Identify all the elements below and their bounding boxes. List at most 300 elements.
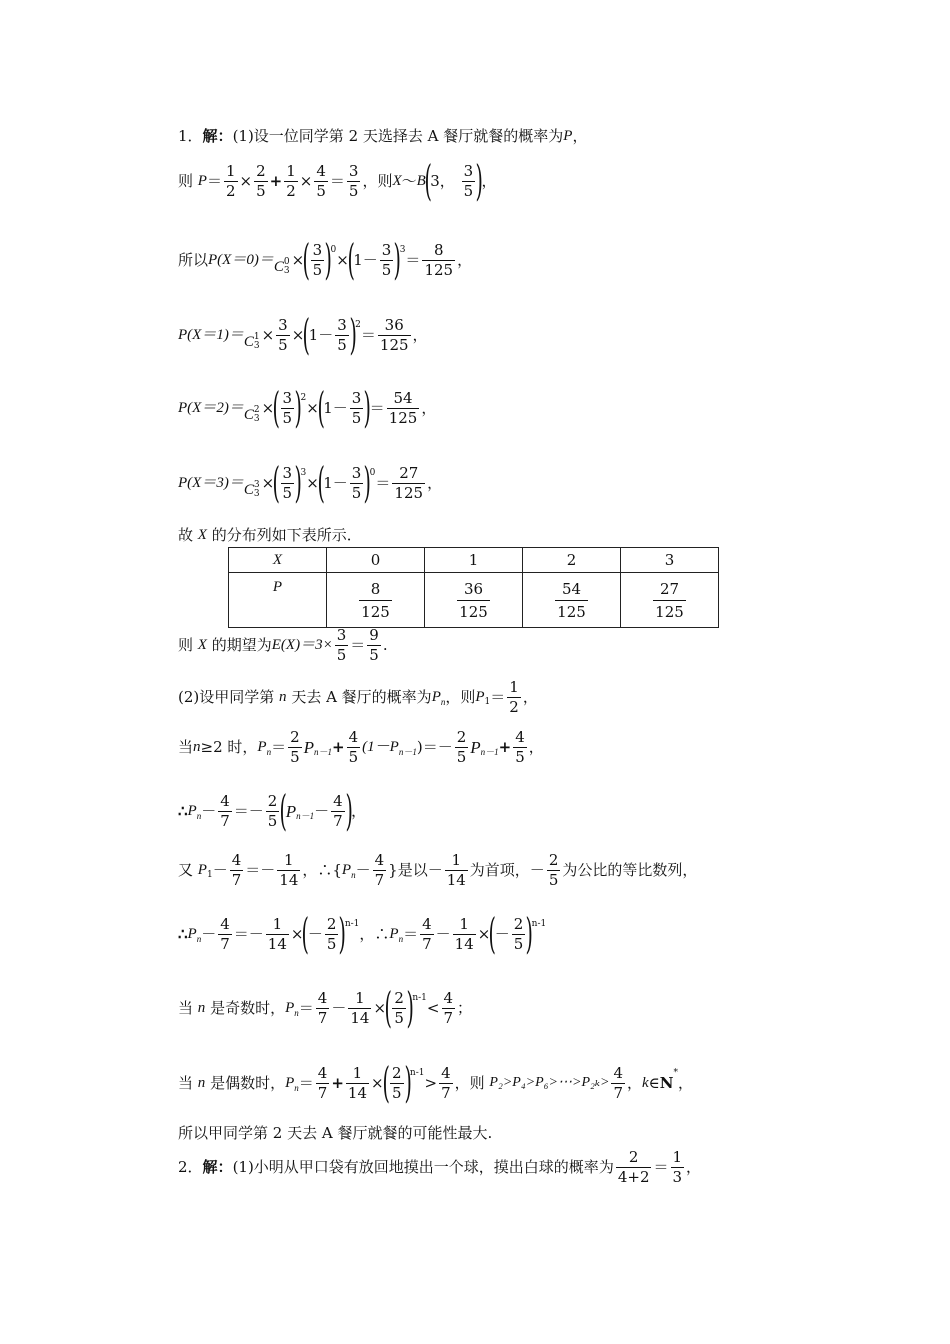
comb-indices — [254, 406, 260, 424]
comb-sup: 0 — [283, 257, 290, 267]
num: 4 — [317, 1063, 328, 1082]
var-p: P — [197, 172, 207, 189]
den: 2 — [509, 698, 519, 716]
var-n: n — [197, 999, 206, 1016]
right-paren: ) — [294, 383, 302, 432]
minus: － — [201, 924, 217, 943]
px3-line — [178, 458, 443, 507]
num: 3 — [351, 463, 362, 482]
fraction — [266, 914, 289, 953]
den: 14 — [454, 934, 474, 953]
den: 7 — [317, 1083, 328, 1102]
one-minus: 1－ — [353, 250, 378, 269]
subscript: n — [196, 933, 202, 944]
equals: ＝ — [206, 171, 222, 190]
num: 4 — [220, 914, 230, 933]
fraction — [653, 580, 686, 621]
right-paren: ) — [525, 909, 534, 958]
num: 4 — [374, 851, 385, 869]
text: )＝－ — [416, 738, 453, 756]
plus: + — [332, 738, 345, 756]
times: × — [291, 325, 305, 344]
num: 4 — [316, 161, 326, 180]
num: 3 — [336, 626, 347, 644]
den: 125 — [359, 600, 392, 621]
fraction — [547, 853, 561, 888]
comb-sup: 1 — [253, 332, 260, 342]
fraction — [281, 463, 295, 502]
left-paren: ( — [301, 909, 310, 958]
num: 3 — [282, 388, 293, 407]
punct: ， — [528, 738, 544, 756]
power: 0 — [369, 467, 376, 478]
den: 5 — [282, 408, 293, 427]
num: 4 — [317, 988, 328, 1007]
num: 3 — [282, 463, 293, 482]
fraction — [392, 463, 425, 502]
subscript: n－1 — [314, 747, 333, 757]
equals: ＝ — [403, 924, 419, 943]
comb-sub: 3 — [253, 489, 260, 499]
fraction — [422, 240, 455, 279]
den: 7 — [317, 1008, 328, 1027]
var-b: B — [416, 172, 426, 189]
den: 5 — [282, 483, 293, 502]
var-n: n — [279, 689, 287, 705]
den: 14 — [446, 871, 466, 889]
fraction — [359, 580, 392, 621]
px2-line — [178, 383, 437, 432]
table-cell — [523, 573, 621, 628]
power: 2 — [355, 319, 361, 330]
subscript: n — [398, 933, 404, 944]
fraction — [335, 628, 349, 663]
times: × — [373, 998, 387, 1017]
subscript: n — [294, 1007, 299, 1018]
num: 3 — [351, 388, 362, 407]
text: 的期望为 — [211, 636, 272, 654]
den: 14 — [267, 934, 287, 953]
punct: ， — [678, 1073, 694, 1092]
fraction — [254, 161, 268, 200]
num: 2 — [326, 914, 337, 933]
var-p: P — [303, 738, 315, 757]
q2-text: (1)小明从甲口袋有放回地摸出一个球，摸出白球的概率为 — [232, 1158, 614, 1176]
den: 14 — [347, 1083, 367, 1102]
den: 125 — [653, 600, 686, 621]
num: 4 — [613, 1063, 623, 1082]
var-p: P — [285, 999, 295, 1016]
fraction — [387, 388, 420, 427]
left-paren: ( — [488, 909, 497, 958]
header-cell: 2 — [523, 548, 621, 573]
left-paren: ( — [279, 786, 288, 835]
times: × — [477, 924, 491, 943]
left-paren: ( — [347, 235, 355, 284]
var-p: P — [389, 925, 399, 942]
solution-label: 解： — [202, 127, 233, 145]
fraction — [266, 791, 280, 830]
var-x: X — [392, 172, 402, 189]
num: 1 — [355, 988, 365, 1007]
param-n: 3， — [430, 171, 455, 190]
expectation-line — [178, 628, 388, 663]
equals: ＝ — [329, 171, 345, 190]
header-cell: X — [229, 548, 327, 573]
minus: － — [355, 861, 371, 879]
den: 5 — [337, 335, 347, 354]
table-cell — [621, 573, 719, 628]
fraction — [390, 1063, 404, 1102]
num: 27 — [659, 579, 680, 598]
lhs: P(X＝1)＝ — [178, 326, 244, 343]
den: 5 — [312, 260, 323, 279]
fraction — [335, 315, 349, 354]
right-paren: ) — [324, 235, 332, 284]
equals: ＝ — [298, 1073, 314, 1092]
var-x: X — [197, 527, 207, 543]
plus: + — [498, 738, 512, 756]
expectation: E(X)＝3× — [271, 637, 333, 653]
right-paren: ) — [393, 235, 402, 284]
text: (1－P — [362, 739, 399, 755]
one-minus: 1－ — [323, 398, 348, 417]
fraction — [284, 161, 298, 200]
num: 36 — [384, 315, 404, 334]
text: 为公比的等比数列， — [562, 861, 698, 879]
text: ，∴ — [359, 924, 390, 943]
fraction — [311, 240, 325, 279]
comb-c: C — [243, 406, 254, 423]
fraction — [445, 853, 468, 888]
punct: ， — [421, 398, 437, 417]
fraction — [350, 463, 364, 502]
num: 1 — [672, 1148, 683, 1166]
num: 3 — [337, 315, 347, 334]
fraction — [316, 1063, 330, 1102]
den: 5 — [290, 748, 300, 766]
den: 5 — [336, 646, 347, 664]
subscript: n — [196, 810, 202, 821]
tilde: ～ — [401, 171, 417, 190]
right-paren: ) — [363, 458, 372, 507]
conclusion-text: 所以甲同学第 2 天去 A 餐厅就餐的可能性最大. — [178, 1124, 493, 1142]
subscript: 1 — [484, 697, 491, 707]
plus: + — [269, 171, 283, 190]
text: 是奇数时， — [210, 998, 286, 1017]
den: 125 — [394, 483, 424, 502]
num: 4 — [441, 1063, 451, 1082]
times: × — [291, 250, 305, 269]
num: 1 — [352, 1063, 363, 1082]
subscript: n — [294, 1082, 299, 1093]
times: × — [299, 171, 313, 190]
subscript: n－1 — [480, 747, 499, 757]
part2-intro — [178, 680, 538, 715]
plus: + — [331, 1073, 344, 1092]
text: ≥2 时， — [200, 738, 258, 756]
punct: ， — [351, 801, 367, 820]
num: 1 — [284, 851, 294, 869]
right-paren: ) — [406, 983, 414, 1032]
power: n-1 — [344, 918, 360, 929]
equals: ＝ — [360, 325, 376, 344]
text-then: ，则 — [362, 171, 393, 190]
equals: ＝ — [369, 398, 385, 417]
num: 4 — [348, 728, 359, 746]
even-case-line — [178, 1058, 694, 1107]
text: ，∴{ — [302, 861, 342, 879]
text: }是以－ — [388, 861, 443, 879]
power: n-1 — [531, 918, 547, 929]
den: 4+2 — [617, 1168, 650, 1186]
fraction — [218, 791, 232, 830]
num: 2 — [256, 161, 266, 180]
fraction — [277, 853, 300, 888]
equals: ＝－ — [233, 801, 264, 820]
comb-indices — [284, 258, 290, 276]
punct: ， — [572, 127, 588, 145]
den: 5 — [316, 181, 326, 200]
den: 5 — [348, 748, 359, 766]
den: 7 — [231, 871, 242, 889]
fraction — [346, 1063, 369, 1102]
equals: ＝ — [490, 688, 506, 706]
fraction — [555, 580, 588, 621]
fraction — [455, 730, 469, 765]
naturals-symbol: N — [659, 1073, 674, 1092]
den: 7 — [220, 811, 230, 830]
px0-line — [178, 235, 473, 284]
punct: ， — [686, 1158, 702, 1176]
fraction — [611, 1063, 625, 1102]
subscript: n — [266, 747, 272, 757]
right-paren: ) — [345, 786, 353, 835]
fraction — [442, 988, 456, 1027]
var-p: P — [431, 689, 441, 705]
num: 2 — [394, 988, 404, 1007]
den: 125 — [388, 408, 418, 427]
times: × — [336, 250, 349, 269]
den: 7 — [220, 934, 230, 953]
times: × — [306, 473, 319, 492]
left-paren: ( — [384, 983, 392, 1032]
one-minus: 1－ — [308, 325, 334, 344]
den: 2 — [286, 181, 296, 200]
fraction — [325, 914, 339, 953]
den: 5 — [548, 871, 559, 889]
punct: ， — [412, 325, 428, 344]
num: 3 — [348, 161, 359, 180]
times: × — [290, 924, 304, 943]
den: 5 — [369, 646, 379, 664]
power: 3 — [300, 467, 307, 478]
one-minus: 1－ — [323, 473, 348, 492]
num: 2 — [548, 851, 559, 869]
q1-intro — [178, 129, 587, 144]
num: 8 — [433, 240, 444, 259]
den: 5 — [256, 181, 266, 200]
den: 125 — [424, 260, 454, 279]
header-cell: 0 — [327, 548, 425, 573]
comb-indices — [254, 333, 260, 351]
text-then: 则 — [178, 171, 194, 190]
superscript: * — [673, 1067, 678, 1078]
left-paren: ( — [272, 458, 281, 507]
prob-p-line — [178, 156, 497, 205]
comb-sub: 3 — [253, 414, 260, 424]
punct: ， — [481, 171, 497, 190]
power: 2 — [300, 392, 307, 403]
punct: ， — [457, 250, 473, 269]
fraction — [439, 1063, 453, 1102]
den: 5 — [391, 1083, 402, 1102]
subscript: n — [351, 870, 356, 880]
equals: ＝ — [375, 473, 391, 492]
text: ，则 — [445, 688, 476, 706]
num: 4 — [220, 791, 230, 810]
num: 9 — [369, 626, 379, 644]
power: n-1 — [409, 1067, 425, 1078]
comb-c: C — [243, 333, 254, 350]
greater-than: > — [424, 1073, 438, 1092]
den: 2 — [225, 181, 236, 200]
punct: ， — [522, 688, 538, 706]
equals: ＝－ — [233, 924, 264, 943]
comb-sup: 2 — [253, 405, 260, 415]
var-p: P — [563, 128, 573, 144]
power: 3 — [399, 244, 406, 255]
text: 当 — [178, 738, 194, 756]
right-paren: ) — [338, 909, 347, 958]
den: 3 — [672, 1168, 683, 1186]
text: 当 — [178, 1073, 194, 1092]
times: × — [239, 171, 253, 190]
num: 1 — [286, 161, 296, 180]
fraction — [347, 161, 361, 200]
left-paren: ( — [272, 383, 281, 432]
left-paren: ( — [424, 156, 432, 205]
num: 2 — [513, 914, 524, 933]
fraction — [348, 988, 371, 1027]
left-paren: ( — [302, 235, 311, 284]
text: 为首项，－ — [469, 861, 545, 879]
num: 4 — [443, 988, 454, 1007]
num: 2 — [391, 1063, 402, 1082]
den: 5 — [267, 811, 278, 830]
subscript: n－1 — [398, 747, 417, 757]
num: 2 — [628, 1148, 639, 1166]
times: × — [371, 1073, 384, 1092]
subscript: n－1 — [296, 810, 315, 821]
solution-label: 解： — [202, 1158, 233, 1176]
punct: ， — [427, 473, 443, 492]
den: 7 — [613, 1083, 623, 1102]
text: 故 — [178, 526, 194, 544]
table-cell — [327, 573, 425, 628]
power: 0 — [330, 244, 337, 255]
var-p: P — [475, 689, 485, 705]
num: 3 — [381, 240, 392, 259]
fraction — [378, 315, 411, 354]
fraction — [420, 914, 434, 953]
times: × — [306, 398, 319, 417]
den: 5 — [456, 748, 467, 766]
num: 4 — [333, 791, 343, 810]
text: 的分布列如下表所示． — [211, 526, 362, 544]
minus: － — [307, 924, 323, 943]
times: × — [261, 473, 275, 492]
fraction — [512, 914, 526, 953]
table-header-row — [229, 548, 719, 573]
num: 2 — [290, 728, 300, 746]
question-number: 2． — [178, 1158, 203, 1176]
row-label: P — [229, 573, 327, 628]
left-paren: ( — [317, 383, 325, 432]
den: 7 — [422, 934, 432, 953]
geometric-seq-line — [178, 853, 697, 888]
lhs: P(X＝3)＝ — [178, 474, 244, 491]
fraction — [671, 1150, 685, 1185]
fraction — [288, 730, 302, 765]
q1-text: (1)设一位同学第 2 天选择去 A 餐厅就餐的概率为 — [232, 127, 564, 145]
fraction — [367, 628, 381, 663]
left-paren: ( — [382, 1058, 390, 1107]
num: 54 — [561, 579, 582, 598]
therefore-line-1 — [178, 786, 367, 835]
var-p: P — [187, 925, 197, 942]
fraction — [507, 680, 521, 715]
odd-case-line — [178, 983, 473, 1032]
num: 1 — [509, 678, 519, 696]
num: 1 — [459, 914, 469, 933]
fraction — [373, 853, 387, 888]
var-n: n — [197, 1074, 206, 1091]
header-cell: 3 — [621, 548, 719, 573]
var-k: k — [642, 1074, 649, 1091]
subscript: 1 — [206, 870, 213, 880]
den: 125 — [379, 335, 409, 354]
fraction — [230, 853, 244, 888]
comb-sub: 3 — [283, 266, 290, 276]
table-cell — [425, 573, 523, 628]
comb-sup: 3 — [253, 480, 260, 490]
distribution-table — [228, 547, 719, 628]
minus: － — [212, 861, 228, 879]
den: 5 — [351, 408, 362, 427]
num: 1 — [225, 161, 236, 180]
equals: ＝ — [653, 1158, 669, 1176]
num: 54 — [393, 388, 413, 407]
minus: － — [314, 801, 330, 820]
times: × — [261, 325, 275, 344]
minus: － — [201, 801, 217, 820]
num: 36 — [463, 579, 484, 598]
num: 3 — [312, 240, 323, 259]
den: 5 — [351, 483, 362, 502]
conclusion-line — [178, 1126, 492, 1141]
fraction — [513, 730, 527, 765]
punct: ， — [626, 1073, 642, 1092]
num: 4 — [231, 851, 242, 869]
fraction — [218, 914, 232, 953]
q2-line — [178, 1150, 701, 1185]
equals: ＝－ — [245, 861, 276, 879]
minus: － — [331, 998, 347, 1017]
right-paren: ) — [363, 383, 372, 432]
equals: ＝ — [298, 998, 314, 1017]
den: 7 — [333, 811, 343, 830]
